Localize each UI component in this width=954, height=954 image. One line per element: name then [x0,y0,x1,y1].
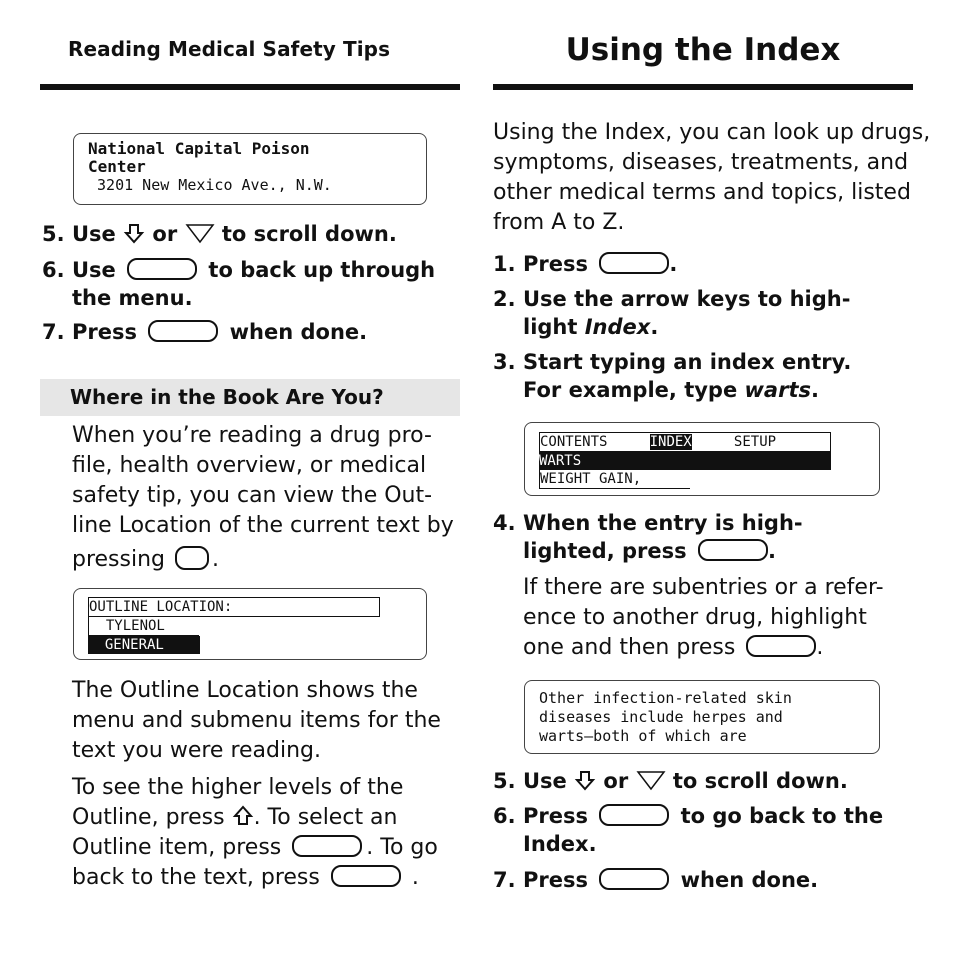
back-key-icon [599,804,669,826]
section-title: Where in the Book Are You? [70,385,384,409]
lcd-line: warts—both of which are [539,727,747,745]
menu-key-icon [599,252,669,274]
clear-key-icon [599,868,669,890]
paragraph-higher-levels: To see the higher levels of the Outline, press . To select an Outline item, press . To go back to the text, press . [72,775,438,890]
down-arrow-icon [574,769,596,791]
lcd-line: Other infection-related skin [539,689,792,707]
down-triangle-icon [636,769,666,791]
down-arrow-icon [123,222,145,244]
lcd-index [524,422,880,496]
subentries-paragraph: If there are subentries or a refer- ence to another drug, highlight one and then press . [523,575,884,660]
lcd-line: WEIGHT GAIN, [539,470,690,489]
lcd-line: OUTLINE LOCATION: [88,597,380,617]
section-heading-bar [40,379,460,416]
back-key-icon [331,865,401,887]
up-arrow-icon [232,805,254,827]
enter-key-icon [292,835,362,857]
lcd-line-highlighted: WARTS [539,452,831,470]
lcd-tab-row: CONTENTS INDEX SETUP [539,432,831,452]
clear-key-icon [148,320,218,342]
lcd-line: National Capital Poison [88,140,310,158]
left-header: Reading Medical Safety Tips [68,37,391,61]
down-triangle-icon [185,222,215,244]
enter-key-icon [698,539,768,561]
lcd-line: Center [88,158,146,176]
paragraph-where: When you’re reading a drug pro- file, health overview, or medical safety tip, you can view the Out- line Location of the current text by pressing . [72,423,454,572]
right-header-rule [493,84,913,90]
lcd-line: TYLENOL [88,617,199,636]
lcd-line: diseases include herpes and [539,708,783,726]
paragraph-outline: The Outline Location shows the menu and submenu items for the text you were reading. [72,678,441,763]
lcd-line: 3201 New Mexico Ave., N.W. [88,176,332,194]
lcd-poison-center [73,133,427,205]
intro-paragraph: Using the Index, you can look up drugs, symptoms, diseases, treatments, and other medical terms and topics, listed from A to Z. [493,120,931,235]
oval-key-icon [175,546,209,570]
back-key-icon [127,258,197,280]
lcd-entry-text [524,680,880,754]
right-header: Using the Index [565,32,841,68]
lcd-outline-location [73,588,427,660]
left-header-rule [40,84,460,90]
enter-key-icon [746,635,816,657]
lcd-line-highlighted: GENERAL [88,636,200,654]
